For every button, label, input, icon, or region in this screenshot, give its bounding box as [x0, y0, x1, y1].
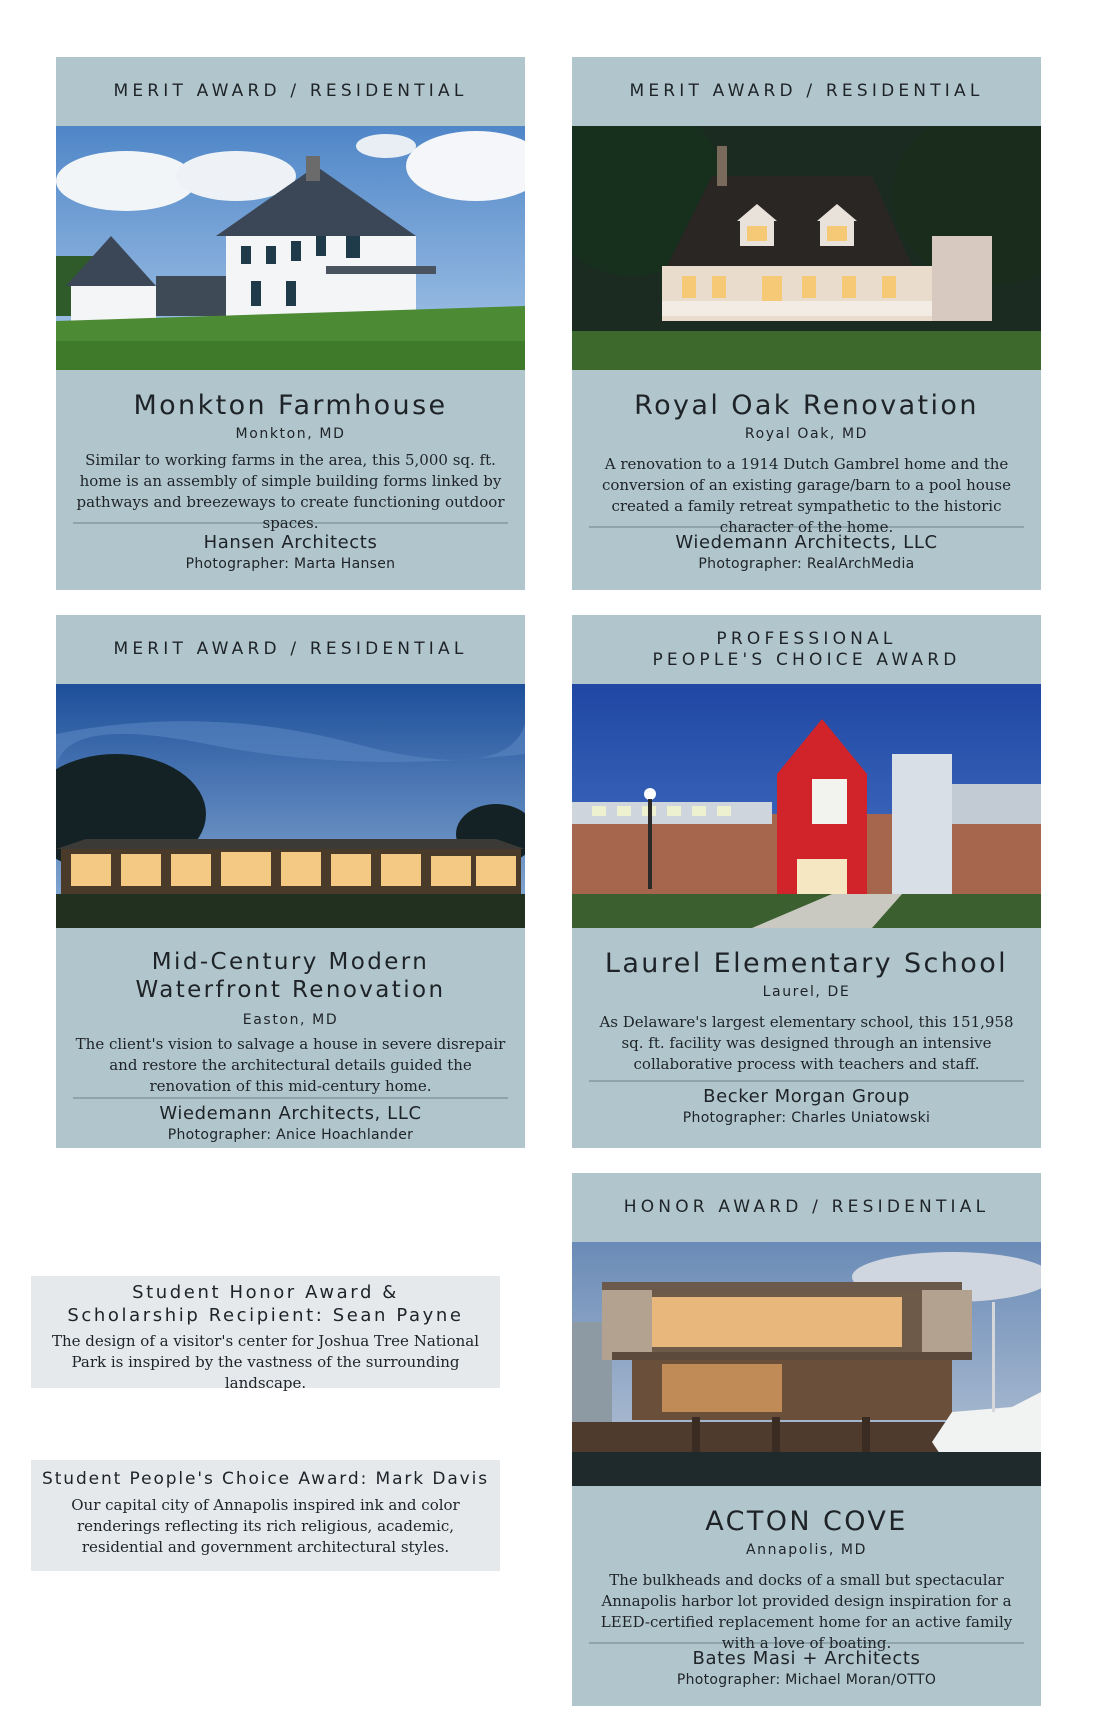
- photographer-credit: Photographer: Anice Hoachlander: [167, 1127, 414, 1143]
- project-location: Laurel, DE: [762, 984, 851, 1000]
- student-award-title: Student Honor Award & Scholarship Recipient: Sean Payne: [67, 1282, 464, 1326]
- project-location: Annapolis, MD: [746, 1542, 867, 1558]
- divider: [589, 1080, 1024, 1082]
- award-category: PROFESSIONAL PEOPLE'S CHOICE AWARD: [652, 628, 961, 670]
- student-award-description: Our capital city of Annapolis inspired ink and color renderings reflecting its rich religious, academic, residential and government architectural styles.: [71, 1496, 460, 1556]
- award-category: HONOR AWARD / RESIDENTIAL: [623, 1197, 990, 1217]
- project-title: Royal Oak Renovation: [634, 390, 979, 421]
- award-card-mid-century: [56, 615, 525, 1148]
- architect-firm: Wiedemann Architects, LLC: [675, 532, 938, 553]
- student-award-title: Student People's Choice Award: Mark Davis: [42, 1469, 489, 1489]
- project-description: The client's vision to salvage a house in severe disrepair and restore the architectural details guided the renovation of this mid-century home.: [75, 1035, 506, 1095]
- project-location: Monkton, MD: [235, 426, 346, 442]
- project-title: Monkton Farmhouse: [133, 390, 448, 421]
- award-card-monkton: [56, 57, 525, 590]
- student-award-description: The design of a visitor's center for Joshua Tree National Park is inspired by the vastness of the surrounding landscape.: [51, 1332, 480, 1392]
- student-peoples-choice-award: [31, 1460, 500, 1571]
- project-title: Mid-Century Modern Waterfront Renovation: [135, 949, 446, 1003]
- divider: [73, 1097, 508, 1099]
- architect-firm: Bates Masi + Architects: [692, 1648, 921, 1669]
- award-category: MERIT AWARD / RESIDENTIAL: [113, 639, 468, 659]
- photographer-credit: Photographer: Marta Hansen: [185, 556, 396, 572]
- award-card-laurel: [572, 615, 1041, 1148]
- photographer-credit: Photographer: Michael Moran/OTTO: [676, 1672, 937, 1688]
- photo-royal-oak-renovation: [572, 126, 1041, 370]
- photo-laurel-elementary: [572, 684, 1041, 928]
- architect-firm: Hansen Architects: [203, 532, 378, 553]
- architect-firm: Becker Morgan Group: [703, 1086, 910, 1107]
- student-honor-award: [31, 1276, 500, 1392]
- project-title: Laurel Elementary School: [604, 948, 1009, 979]
- project-location: Royal Oak, MD: [744, 426, 869, 442]
- architect-firm: Wiedemann Architects, LLC: [159, 1103, 422, 1124]
- photo-monkton-farmhouse: [56, 126, 525, 370]
- project-description: Similar to working farms in the area, this 5,000 sq. ft. home is an assembly of simple building forms linked by pathways and breezeways to create functioning outdoor spaces.: [76, 451, 505, 532]
- award-card-acton-cove: [572, 1173, 1041, 1706]
- project-description: A renovation to a 1914 Dutch Gambrel home and the conversion of an existing garage/barn to a pool house created a family retreat sympathetic to the historic character of the home.: [601, 455, 1011, 536]
- photo-acton-cove: [572, 1242, 1041, 1486]
- project-description: The bulkheads and docks of a small but spectacular Annapolis harbor lot provided design inspiration for a LEED-certified replacement home for an active family with a love of boating.: [600, 1571, 1013, 1652]
- photographer-credit: Photographer: RealArchMedia: [698, 556, 915, 572]
- project-description: As Delaware's largest elementary school, this 151,958 sq. ft. facility was designed through an intensive collaborative process with teachers and staff.: [599, 1013, 1014, 1073]
- award-category: MERIT AWARD / RESIDENTIAL: [113, 81, 468, 101]
- award-category: MERIT AWARD / RESIDENTIAL: [629, 81, 984, 101]
- photo-mid-century-modern: [56, 684, 525, 928]
- award-card-royal-oak: [572, 57, 1041, 590]
- photographer-credit: Photographer: Charles Uniatowski: [682, 1110, 931, 1126]
- project-title: ACTON COVE: [705, 1506, 908, 1537]
- project-location: Easton, MD: [242, 1012, 339, 1028]
